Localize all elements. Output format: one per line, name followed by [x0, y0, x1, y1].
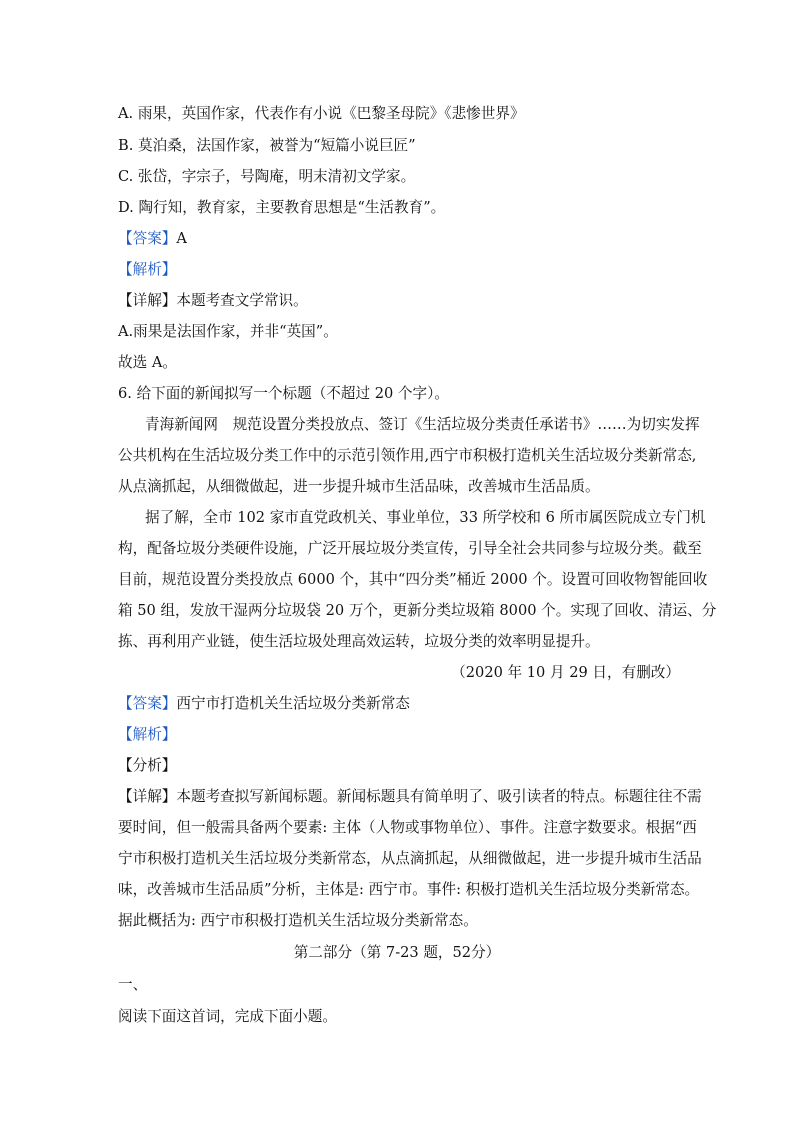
q6-detail-line5: 据此概括为: 西宁市积极打造机关生活垃圾分类新常态。 [118, 912, 478, 929]
news-para1-line1: 青海新闻网 规范设置分类投放点、签订《生活垃圾分类责任承诺书》……为切实发挥 [145, 416, 700, 433]
q6-question: 6. 给下面的新闻拟写一个标题（不超过 20 个字）。 [118, 385, 449, 402]
q5-detail [118, 291, 680, 311]
option-a: A. 雨果，英国作家，代表作有小说《巴黎圣母院》《悲惨世界》 [118, 105, 525, 122]
news-para2-line3: 目前，规范设置分类投放点 6000 个，其中“四分类”桶近 2000 个。设置可回收物智能回收 [118, 571, 708, 588]
q5-detail-line1: A.雨果是法国作家，并非“英国”。 [118, 323, 338, 340]
news-para2-line2: 构，配备垃圾分类硬件设施，广泛开展垃圾分类宣传，引导全社会共同参与垃圾分类。截至 [118, 540, 702, 557]
analysis-tag: 【解析】 [118, 726, 177, 743]
answer-tag: 【答案】 [118, 230, 177, 247]
detail-text: 本题考查拟写新闻标题。新闻标题具有简单明了、吸引读者的特点。标题往往不需 [176, 788, 702, 805]
option-b: B. 莫泊桑，法国作家，被誉为“短篇小说巨匠” [118, 137, 416, 154]
q5-detail-line2: 故选 A。 [118, 354, 177, 371]
news-para1-line3: 从点滴抓起，从细微做起，进一步提升城市生活品味，改善城市生活品质。 [118, 478, 600, 495]
q6-detail-line2: 要时间，但一般需具备两个要素: 主体（人物或事物单位）、事件。注意字数要求。根据“西 [118, 819, 697, 836]
detail-text: 本题考查文学常识。 [176, 292, 308, 309]
news-para1-line2: 公共机构在生活垃圾分类工作中的示范引领作用,西宁市积极打造机关生活垃圾分类新常态, [118, 447, 697, 464]
news-source: （2020 年 10 月 29 日，有删改） [451, 664, 680, 681]
answer-tag: 【答案】 [118, 695, 177, 712]
detail-tag: 【详解】 [118, 292, 177, 309]
section-number: 一、 [118, 976, 148, 993]
q6-detail-line4: 味，改善城市生活品质”分析，主体是: 西宁市。事件: 积极打造机关生活垃圾分类新常态。 [118, 881, 700, 898]
news-para2-line5: 拣、再利用产业链，使生活垃圾处理高效运转，垃圾分类的效率明显提升。 [118, 633, 600, 650]
answer-text: 西宁市打造机关生活垃圾分类新常态 [176, 695, 410, 712]
reading-instruction: 阅读下面这首词，完成下面小题。 [118, 1008, 337, 1025]
option-c: C. 张岱，字宗子，号陶庵，明末清初文学家。 [118, 168, 416, 185]
answer-text: A [176, 230, 187, 247]
option-d: D. 陶行知，教育家，主要教育思想是“生活教育”。 [118, 199, 446, 216]
q6-analysis [118, 725, 680, 745]
q5-analysis [118, 260, 680, 280]
analysis-tag: 【解析】 [118, 261, 177, 278]
detail-tag: 【详解】 [118, 788, 177, 805]
fenxi-tag: 【分析】 [118, 757, 177, 774]
news-para2-line1: 据了解，全市 102 家市直党政机关、事业单位，33 所学校和 6 所市属医院成立专门机 [145, 509, 706, 526]
q6-detail-line3: 宁市积极打造机关生活垃圾分类新常态，从点滴抓起，从细微做起，进一步提升城市生活品 [118, 850, 702, 867]
q6-answer [118, 694, 680, 714]
q6-detail-line1 [118, 787, 702, 807]
news-para2-line4: 箱 50 组，发放干湿两分垃圾袋 20 万个，更新分类垃圾箱 8000 个。实现了回收、清运、分 [118, 602, 717, 619]
part2-heading: 第二部分（第 7-23 题，52分） [293, 944, 501, 961]
q6-fenxi [118, 756, 680, 776]
q5-answer [118, 229, 680, 249]
